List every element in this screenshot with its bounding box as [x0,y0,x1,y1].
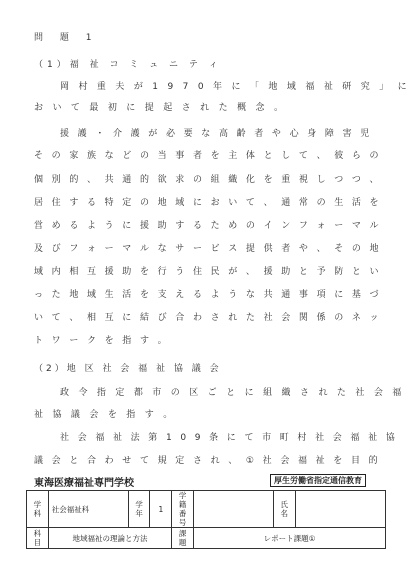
dept-value: 社会福祉科 [48,491,128,528]
section2-line-1: 政 令 指 定 都 市 の 区 ご と に 組 織 さ れ た 社 会 福 [60,388,405,398]
student-id-value [194,491,274,528]
section1-line-11: い て 、 相 互 に 結 び 合 わ さ れ た 社 会 関 係 の ネ ッ [34,313,382,323]
student-id-label: 学籍番号 [172,491,194,528]
year-value: 1 [150,491,172,528]
section2-line-4: 議 会 と 合 わ せ て 規 定 さ れ 、 ① 社 会 福 祉 を 目 的 [34,456,381,466]
question-title: 問 題 1 [34,33,99,43]
name-value [295,491,385,528]
task-value: レポート課題① [194,528,386,549]
section2-line-3: 社 会 福 祉 法 第 1 0 9 条 に て 市 町 村 社 会 福 祉 協 [60,433,398,443]
year-label: 学年 [128,491,150,528]
section1-line-9: 域 内 相 互 援 助 を 行 う 住 民 が 、 援 助 と 予 防 と い [34,267,382,277]
school-name: 東海医療福祉専門学校 [34,478,134,489]
section1-line-4: そ の 家 族 な ど の 当 事 者 を 主 体 と し て 、 彼 ら の [34,151,382,161]
section1-line-2: お い て 最 初 に 提 起 さ れ た 概 念 。 [34,103,287,113]
section1-line-7: 営 め る よ う に 援 助 す る た め の イ ン フ ォ ー マ ル [34,221,382,231]
section2-heading: （2）地 区 社 会 福 祉 協 議 会 [34,364,222,374]
section1-line-10: っ た 地 域 生 活 を 支 え る よ う な 共 通 事 項 に 基 づ [34,290,382,300]
section1-line-3: 援 護 ・ 介 護 が 必 要 な 高 齢 者 や 心 身 障 害 児 [60,129,373,139]
section1-line-1: 岡 村 重 夫 が 1 9 7 0 年 に 「 地 域 福 祉 研 究 」 に [60,82,410,92]
section1-line-12: ト ワ ー ク を 指 す 。 [34,336,170,346]
section1-heading: （1）福 祉 コ ミ ュ ニ テ ィ [34,60,222,70]
info-row-2 [27,528,386,549]
student-info-table [26,490,386,549]
correspondence-badge: 厚生労働省指定通信教育 [270,474,366,487]
section2-line-2: 祉 協 議 会 を 指 す 。 [34,410,176,420]
task-label: 課題 [172,528,194,549]
subject-value: 地域福祉の理論と方法 [48,528,171,549]
subject-label: 科目 [27,528,49,549]
section1-line-5: 個 別 的 、 共 通 的 欲 求 の 組 織 化 を 重 視 し つ つ 、 [34,175,382,185]
section1-line-6: 居 住 す る 特 定 の 地 域 に お い て 、 通 常 の 生 活 を [34,198,382,208]
info-row-1 [27,491,386,528]
dept-label: 学科 [27,491,49,528]
section1-line-8: 及 び フ ォ ー マ ル な サ ー ビ ス 提 供 者 や 、 そ の 地 [34,244,382,254]
name-label: 氏名 [273,491,295,528]
